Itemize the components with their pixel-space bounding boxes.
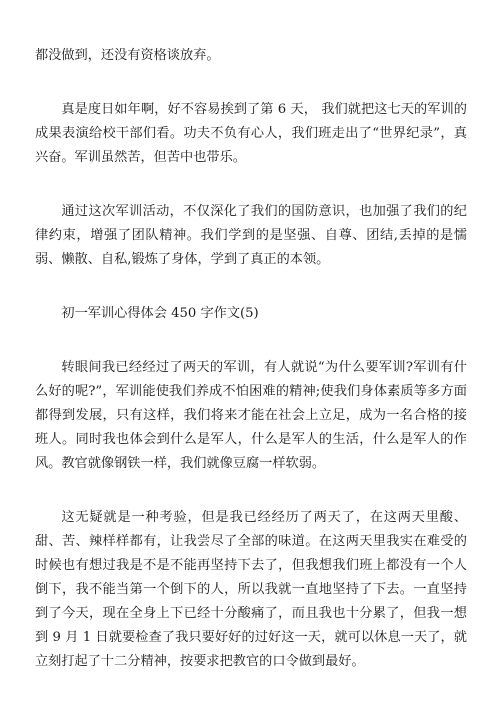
paragraph-continuation: 都没做到，还没有资格谈放弃。: [35, 48, 220, 63]
document-page: [35, 44, 467, 674]
paragraph-gap: [35, 170, 467, 200]
section-heading: 初一军训心得体会 450 字作文(5): [61, 306, 259, 321]
paragraph-gap: [35, 326, 467, 356]
paragraph-two-days: 转眼间我已经经过了两天的军训，有人就说“为什么要军训?军训有什么好的呢?”，军训能使我们养成不怕困难的精神;使我们身体素质等多方面都得到发展，只有这样，我们将来才能在社会上立足，成为一名合格的接班人。同时我也体会到什么是军人，什么是军人的生活，什么是军人的作风。教官就像钢铁一样，我们就像豆腐一样软弱。: [35, 360, 467, 471]
paragraph-summary: 通过这次军训活动，不仅深化了我们的国防意识，也加强了我们的纪律约束，增强了团队精神。我们学到的是坚强、自尊、团结,丢掉的是懦弱、懒散、自私,锻炼了身体，学到了真正的本领。: [35, 204, 467, 267]
paragraph-gap: [35, 68, 467, 98]
paragraph-gap: [35, 476, 467, 506]
paragraph-performance: 真是度日如年啊，好不容易挨到了第 6 天， 我们就把这七天的军训的成果表演给校干部们看。功夫不负有心人，我们班走出了“世界纪录”，真兴奋。军训虽然苦，但苦中也带乐。: [35, 102, 467, 165]
paragraph-test: 这无疑就是一种考验，但是我已经经历了两天了，在这两天里酸、甜、苦、辣样样都有，让我尝尽了全部的味道。在这两天里我实在难受的时候也有想过我是不是不能再坚持下去了，但我想我们班上都没有一个人倒下，我不能当第一个倒下的人，所以我就一直地坚持了下去。一直坚持到了今天，现在全身上下已经十分酸痛了，而且我也十分累了，但我一想到 9 月 1 日就要检查了我只要好好的过好这一天，就可以休息一天了，就立刻打起了十二分精神，按要求把教官的口令做到最好。: [35, 510, 467, 669]
paragraph-gap: [35, 272, 467, 302]
